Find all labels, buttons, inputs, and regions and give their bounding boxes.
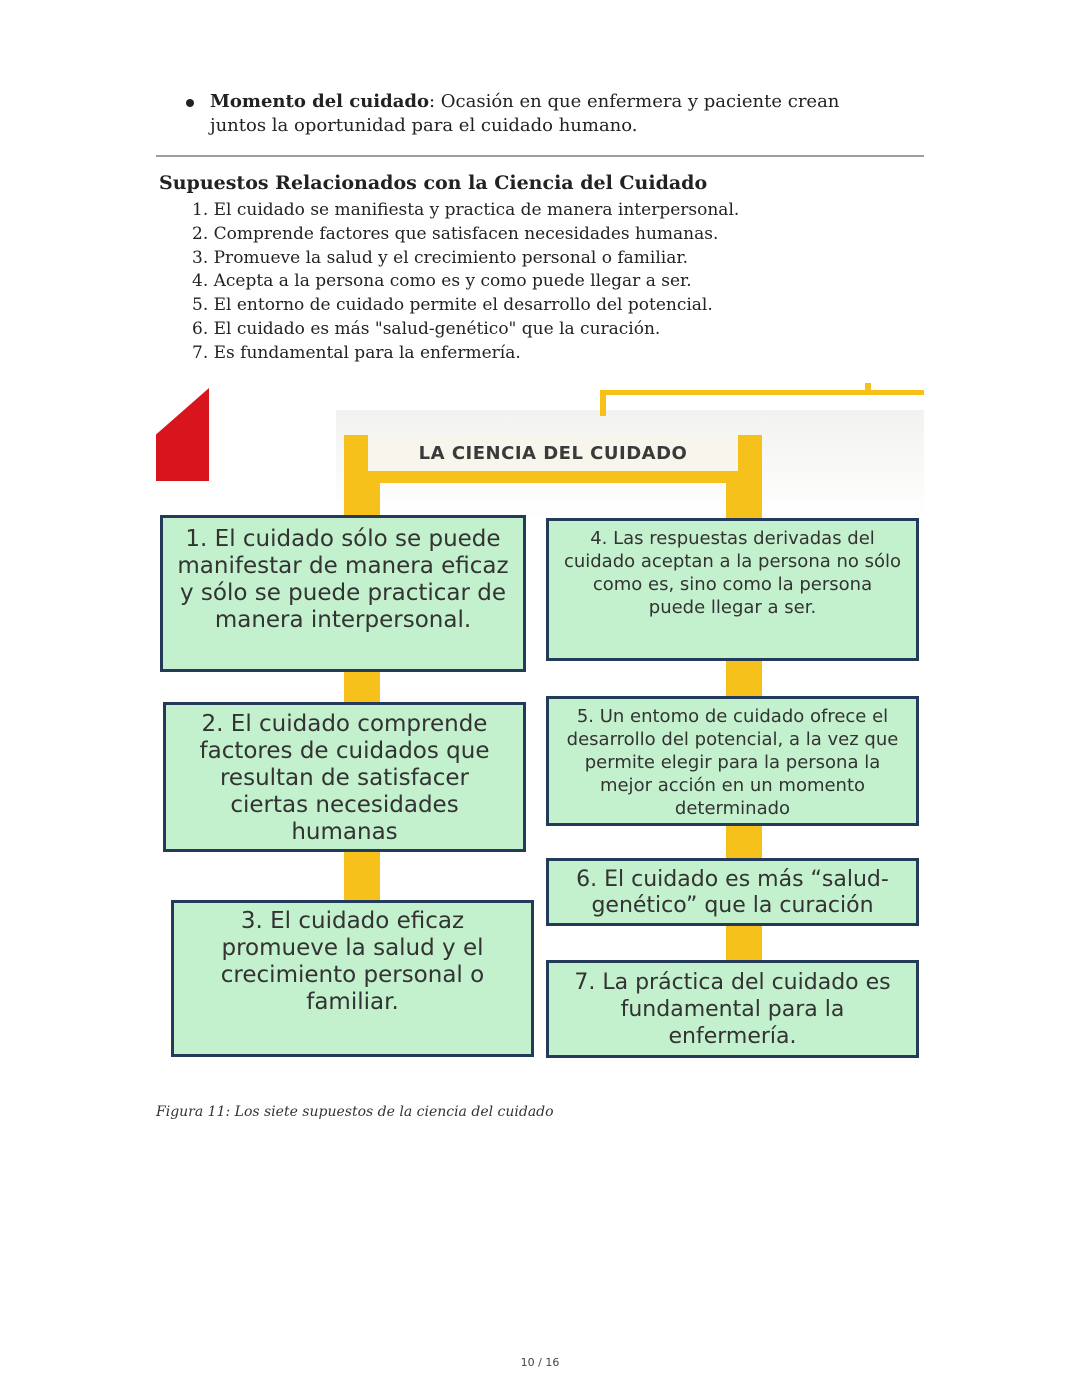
diagram-title: LA CIENCIA DEL CUIDADO [368, 435, 738, 471]
list-item: 2. Comprende factores que satisfacen necesidades humanas. [192, 223, 719, 244]
box-text: 5. Un entomo de cuidado ofrece el desarrollo del potencial, a la vez que permite elegir para la persona la mejor acción en un momento determinado [566, 706, 899, 819]
assumption-box-2 [163, 702, 526, 852]
list-item: 4. Acepta a la persona como es y como puede llegar a ser. [192, 271, 692, 292]
box-text: 7. La práctica del cuidado es fundamental para la enfermería. [574, 970, 891, 1049]
box-text: 6. El cuidado es más “salud-genético” que la curación [576, 867, 889, 918]
red-corner-shape [156, 388, 209, 481]
list-item: 6. El cuidado es más "salud-genético" que la curación. [192, 318, 661, 339]
section-title: Supuestos Relacionados con la Ciencia del Cuidado [159, 172, 708, 194]
list-item: 7. Es fundamental para la enfermería. [192, 342, 521, 363]
page-number: 10 / 16 [520, 1356, 560, 1369]
box-text: 2. El cuidado comprende factores de cuidados que resultan de satisfacer ciertas necesidades humanas [199, 711, 490, 845]
list-item: 3. Promueve la salud y el crecimiento personal o familiar. [192, 247, 688, 268]
box-text: 3. El cuidado eficaz promueve la salud y el crecimiento personal o familiar. [220, 908, 485, 1015]
box-text: 1. El cuidado sólo se puede manifestar de manera eficaz y sólo se puede practicar de manera interpersonal. [177, 526, 509, 633]
assumption-box-6 [546, 858, 919, 926]
assumption-box-4 [546, 518, 919, 661]
bullet-separator: : [428, 91, 436, 112]
list-item: 1. El cuidado se manifiesta y practica de manera interpersonal. [192, 200, 740, 220]
assumption-box-7 [546, 960, 919, 1058]
diagram-figure [156, 380, 924, 1065]
assumption-box-5 [546, 696, 919, 826]
assumptions-list [192, 199, 739, 366]
bullet-text [210, 90, 886, 138]
top-connector-drop [600, 390, 606, 416]
figure-caption: Figura 11: Los siete supuestos de la ciencia del cuidado [156, 1104, 554, 1120]
bullet-item [186, 90, 886, 138]
assumption-box-1 [160, 515, 526, 672]
top-connector-line [600, 390, 924, 395]
assumption-box-3 [171, 900, 534, 1057]
bullet-dot [186, 99, 194, 107]
bullet-definition: Ocasión en que enfermera y paciente crean juntos la oportunidad para el cuidado humano. [210, 91, 840, 136]
list-item: 5. El entorno de cuidado permite el desarrollo del potencial. [192, 295, 713, 316]
horizontal-rule [156, 155, 924, 157]
top-connector-tick [865, 383, 871, 393]
bullet-term: Momento del cuidado [210, 91, 429, 112]
box-text: 4. Las respuestas derivadas del cuidado aceptan a la persona no sólo como es, sino como la persona puede llegar a ser. [563, 528, 902, 618]
